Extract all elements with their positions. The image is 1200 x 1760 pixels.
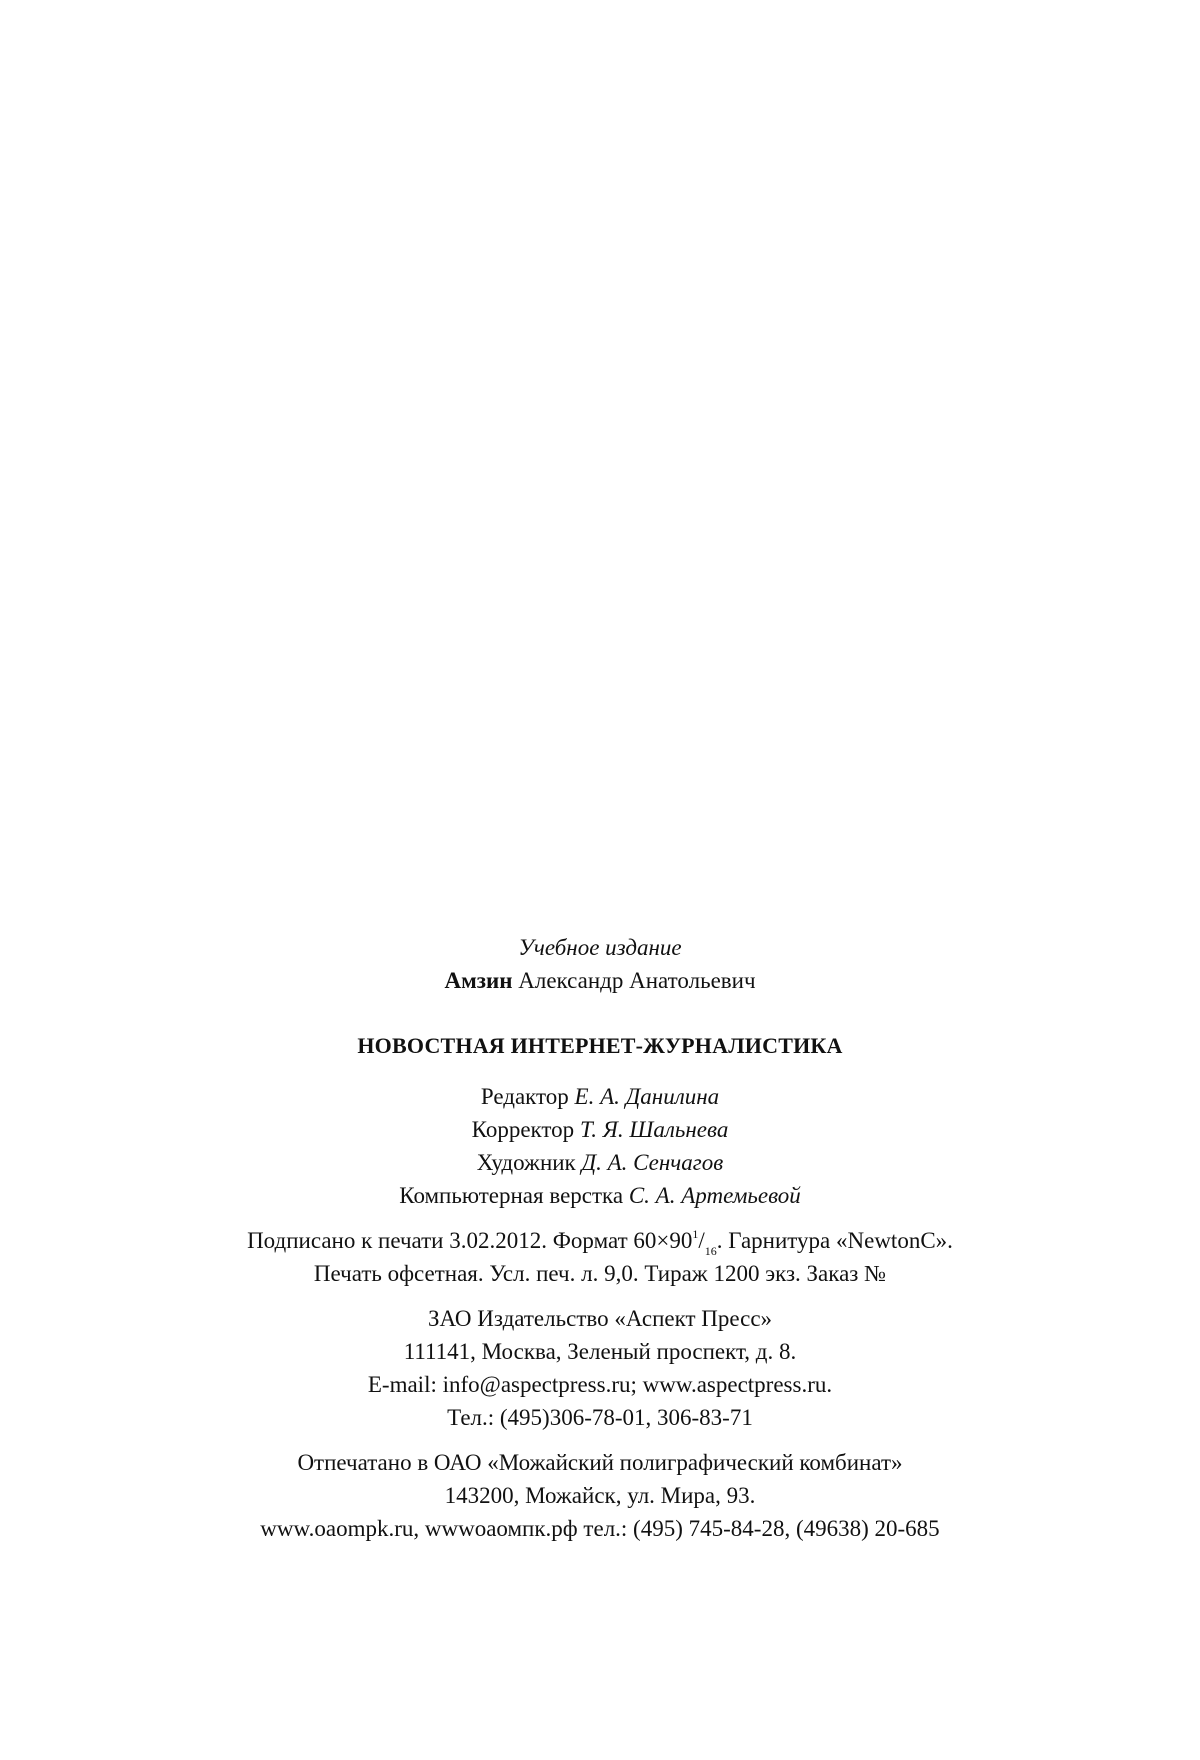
print-details bbox=[0, 1224, 1200, 1290]
print-details-text: . Гарнитура «NewtonC». bbox=[716, 1228, 953, 1253]
publisher-contacts: E-mail: info@aspectpress.ru; www.aspectpress.ru. bbox=[367, 1372, 833, 1397]
credit-role: Корректор bbox=[471, 1117, 575, 1142]
print-details-line-2: Печать офсетная. Усл. печ. л. 9,0. Тираж 1200 экз. Заказ № bbox=[313, 1261, 887, 1286]
author-line bbox=[0, 964, 1200, 997]
credit-name: Т. Я. Шальнева bbox=[579, 1117, 729, 1142]
publisher-name: ЗАО Издательство «Аспект Пресс» bbox=[427, 1306, 773, 1331]
printer-contacts: www.oaompk.ru, wwwоаомпк.рф тел.: (495) 745-84-28, (49638) 20-685 bbox=[260, 1516, 940, 1541]
printer-info bbox=[0, 1446, 1200, 1545]
credit-name: С. А. Артемьевой bbox=[628, 1183, 801, 1208]
credit-role: Редактор bbox=[480, 1084, 569, 1109]
imprint-block bbox=[0, 931, 1200, 1545]
credit-layout bbox=[0, 1179, 1200, 1212]
credit-proofreader bbox=[0, 1113, 1200, 1146]
author-given-names: Александр Анатольевич bbox=[518, 968, 756, 993]
print-details-text: Подписано к печати 3.02.2012. Формат 60×90 bbox=[247, 1228, 693, 1253]
printer-address: 143200, Можайск, ул. Мира, 93. bbox=[444, 1483, 756, 1508]
credit-role: Художник bbox=[476, 1150, 576, 1175]
publisher-phone: Тел.: (495)306-78-01, 306-83-71 bbox=[447, 1405, 753, 1430]
credit-artist bbox=[0, 1146, 1200, 1179]
edition-type: Учебное издание bbox=[518, 935, 682, 960]
format-fraction-separator: / bbox=[698, 1228, 705, 1253]
credit-role: Компьютерная верстка bbox=[399, 1183, 624, 1208]
format-fraction-denominator: 16 bbox=[704, 1244, 717, 1258]
print-details-line-1 bbox=[0, 1224, 1200, 1257]
credit-name: Д. А. Сенчагов bbox=[581, 1150, 724, 1175]
credit-editor bbox=[0, 1080, 1200, 1113]
printer-name: Отпечатано в ОАО «Можайский полиграфический комбинат» bbox=[297, 1450, 903, 1475]
credit-name: Е. А. Данилина bbox=[574, 1084, 720, 1109]
publisher-address: 111141, Москва, Зеленый проспект, д. 8. bbox=[403, 1339, 797, 1364]
credits-list bbox=[0, 1080, 1200, 1212]
publisher-info bbox=[0, 1302, 1200, 1434]
author-surname: Амзин bbox=[444, 968, 513, 993]
book-title: НОВОСТНАЯ ИНТЕРНЕТ-ЖУРНАЛИСТИКА bbox=[357, 1033, 843, 1058]
format-fraction-numerator: 1 bbox=[692, 1227, 699, 1241]
